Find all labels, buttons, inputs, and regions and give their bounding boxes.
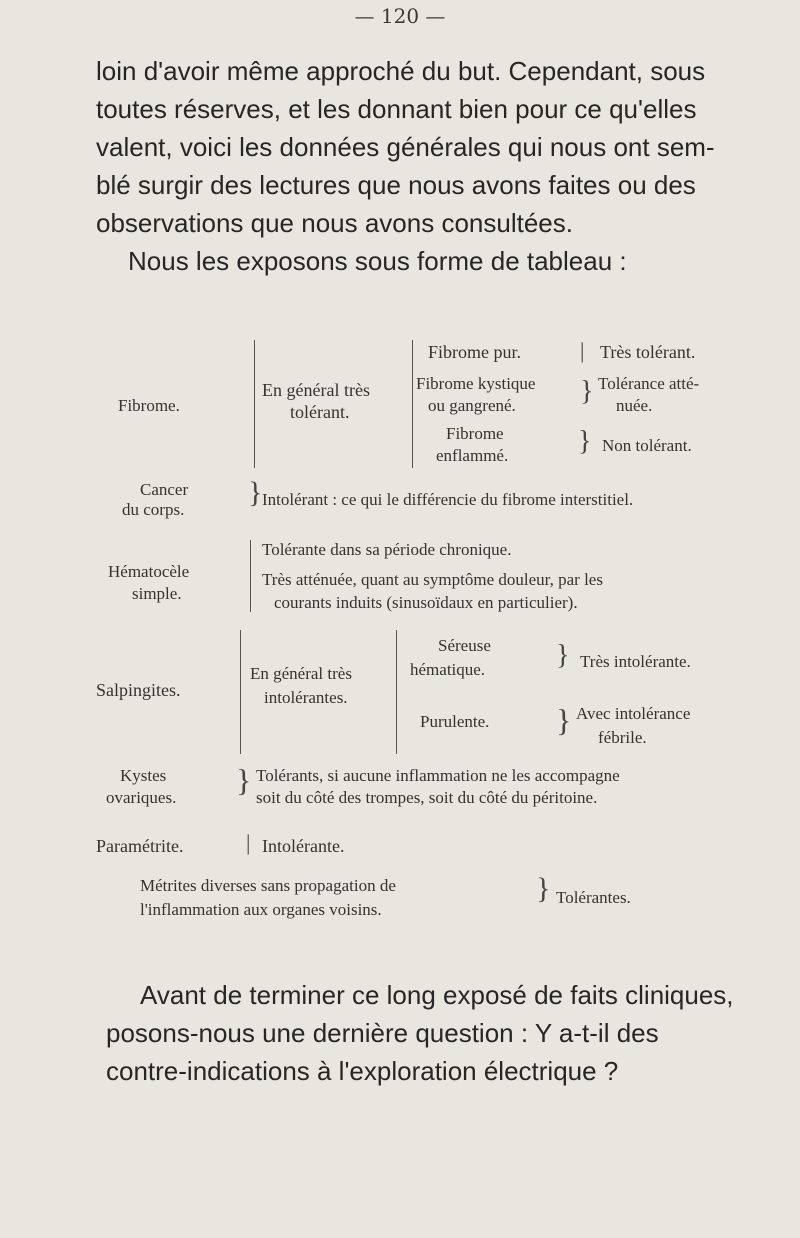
salpingites-brace — [240, 630, 241, 754]
fibrome-brace — [254, 340, 255, 468]
fibrome-general-1: En général très — [262, 380, 370, 400]
brace-fibrome-enflamme: } — [578, 426, 592, 457]
kystes-label-2: ovariques. — [106, 788, 177, 807]
fibrome-kystique-1: Fibrome kystique — [416, 374, 536, 393]
parametrite-label: Paramétrite. — [96, 836, 184, 856]
salpingites-types-brace — [396, 630, 397, 754]
salpingites-result-sereuse: Très intolérante. — [580, 652, 691, 671]
fibrome-label: Fibrome. — [118, 396, 180, 415]
salpingites-sereuse-2: hématique. — [410, 660, 486, 679]
brace-fibrome-kystique: } — [580, 376, 594, 407]
fibrome-result-enflamme: Non tolérant. — [602, 436, 692, 455]
fibrome-general-2: tolérant. — [290, 402, 350, 422]
salpingites-purulente: Purulente. — [420, 712, 490, 731]
salpingites-sereuse-1: Séreuse — [438, 636, 491, 655]
outro-line-1: Avant de terminer ce long exposé de faits cliniques, — [140, 980, 734, 1010]
outro-line-3: contre-indications à l'exploration électrique ? — [106, 1056, 619, 1086]
brace-salpingites-sereuse: } — [556, 640, 570, 671]
hematocele-line-3: courants induits (sinusoïdaux en particulier). — [274, 593, 578, 612]
fibrome-kystique-2: ou gangrené. — [428, 396, 516, 415]
parametrite-brace: | — [246, 830, 251, 855]
salpingites-label: Salpingites. — [96, 680, 181, 700]
outro-line-2: posons-nous une dernière question : Y a-t-il des — [106, 1018, 659, 1048]
salpingites-general-2: intolérantes. — [264, 688, 348, 707]
cancer-label-2: du corps. — [122, 500, 185, 519]
parametrite-text: Intolérante. — [262, 836, 345, 856]
metrites-brace: } — [536, 872, 551, 905]
intro-line-1: loin d'avoir même approché du but. Cependant, sous — [96, 56, 706, 86]
metrites-line-2: l'inflammation aux organes voisins. — [140, 900, 382, 919]
salpingites-result-purulente-1: Avec intolérance — [576, 704, 691, 723]
intro-line-5: observations que nous avons consultées. — [96, 208, 573, 238]
fibrome-result-kystique-1: Tolérance atté- — [598, 374, 700, 393]
salpingites-result-purulente-2: fébrile. — [598, 728, 647, 747]
fibrome-types-brace — [412, 340, 413, 468]
metrites-line-1: Métrites diverses sans propagation de — [140, 876, 396, 895]
cancer-text: Intolérant : ce qui le différencie du fibrome interstitiel. — [262, 490, 634, 509]
fibrome-enflamme-2: enflammé. — [436, 446, 509, 465]
kystes-line-1: Tolérants, si aucune inflammation ne les accompagne — [256, 766, 620, 785]
metrites-result: Tolérantes. — [556, 888, 631, 907]
hematocele-brace — [250, 540, 251, 612]
intro-line-6: Nous les exposons sous forme de tableau : — [128, 246, 627, 276]
kystes-brace: } — [236, 762, 252, 798]
intro-line-3: valent, voici les données générales qui nous ont sem- — [96, 132, 715, 162]
cancer-label-1: Cancer — [140, 480, 189, 499]
salpingites-general-1: En général très — [250, 664, 352, 683]
kystes-label-1: Kystes — [120, 766, 167, 785]
cancer-brace: } — [248, 476, 263, 509]
fibrome-enflamme-1: Fibrome — [446, 424, 504, 443]
hematocele-label-2: simple. — [132, 584, 182, 603]
fibrome-pur: Fibrome pur. — [428, 342, 521, 362]
brace-salpingites-purulente: } — [556, 702, 572, 738]
intro-line-2: toutes réserves, et les donnant bien pour ce qu'elles — [96, 94, 697, 124]
hematocele-line-2: Très atténuée, quant au symptôme douleur, par les — [262, 570, 603, 589]
fibrome-result-kystique-2: nuée. — [616, 396, 653, 415]
brace-fibrome-pur: | — [580, 338, 585, 363]
intro-line-4: blé surgir des lectures que nous avons faites ou des — [96, 170, 696, 200]
hematocele-label-1: Hématocèle — [108, 562, 190, 581]
hematocele-line-1: Tolérante dans sa période chronique. — [262, 540, 512, 559]
fibrome-result-pur: Très tolérant. — [600, 342, 696, 362]
kystes-line-2: soit du côté des trompes, soit du côté du péritoine. — [256, 788, 598, 807]
page-number: — 120 — — [354, 4, 446, 28]
